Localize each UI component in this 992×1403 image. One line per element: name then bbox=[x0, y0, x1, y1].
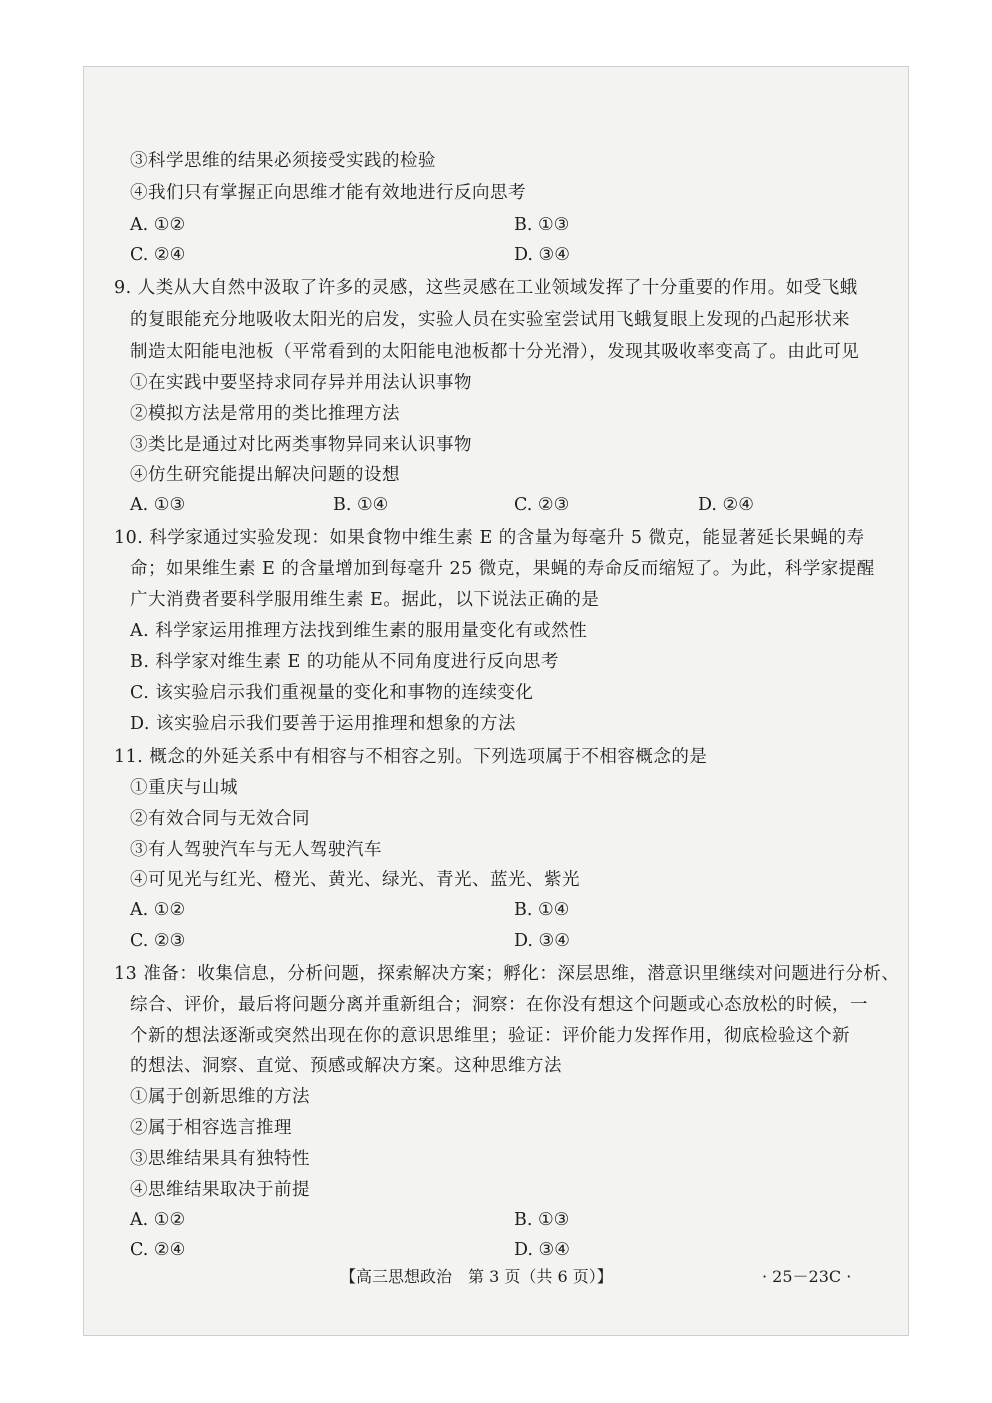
q9-option-d: D. ②④ bbox=[698, 495, 754, 515]
q8-option-a: A. ①② bbox=[130, 215, 186, 235]
q10-option-c: C. 该实验启示我们重视量的变化和事物的连续变化 bbox=[130, 683, 534, 703]
q11-option-c: C. ②③ bbox=[130, 931, 186, 951]
q9-item-1: ①在实践中要坚持求同存异并用法认识事物 bbox=[130, 373, 472, 393]
q9-item-4: ④仿生研究能提出解决问题的设想 bbox=[130, 465, 400, 485]
q8-option-b: B. ①③ bbox=[514, 215, 570, 235]
q11-item-4: ④可见光与红光、橙光、黄光、绿光、青光、蓝光、紫光 bbox=[130, 870, 580, 890]
q11-item-2: ②有效合同与无效合同 bbox=[130, 809, 310, 829]
q10-stem-line-1: 10. 科学家通过实验发现：如果食物中维生素 E 的含量为每毫升 5 微克，能显著延长果蝇的寿 bbox=[114, 528, 865, 548]
q12-stem-line-3: 个新的想法逐渐或突然出现在你的意识思维里；验证：评价能力发挥作用，彻底检验这个新 bbox=[130, 1026, 850, 1046]
q9-stem-line-3: 制造太阳能电池板（平常看到的太阳能电池板都十分光滑），发现其吸收率变高了。由此可见 bbox=[130, 342, 860, 362]
q12-item-1: ①属于创新思维的方法 bbox=[130, 1087, 310, 1107]
q12-stem-line-1: 13 准备：收集信息，分析问题，探索解决方案；孵化：深层思维，潜意识里继续对问题进行分析、 bbox=[114, 964, 900, 984]
q10-option-a: A. 科学家运用推理方法找到维生素的服用量变化有或然性 bbox=[130, 621, 588, 641]
q8-item-4: ④我们只有掌握正向思维才能有效地进行反向思考 bbox=[130, 183, 526, 203]
q12-stem-line-2: 综合、评价，最后将问题分离并重新组合；洞察：在你没有想这个问题或心态放松的时候，一 bbox=[130, 995, 868, 1015]
page-footer-code: · 25－23C · bbox=[762, 1267, 852, 1286]
q10-option-b: B. 科学家对维生素 E 的功能从不同角度进行反向思考 bbox=[130, 652, 559, 672]
q12-option-d: D. ③④ bbox=[514, 1240, 570, 1260]
q11-option-b: B. ①④ bbox=[514, 900, 570, 920]
q11-item-1: ①重庆与山城 bbox=[130, 778, 238, 798]
q9-option-b: B. ①④ bbox=[333, 495, 389, 515]
q10-stem-line-3: 广大消费者要科学服用维生素 E。据此，以下说法正确的是 bbox=[130, 590, 600, 610]
q11-stem-line-1: 11. 概念的外延关系中有相容与不相容之别。下列选项属于不相容概念的是 bbox=[114, 747, 708, 767]
q12-item-3: ③思维结果具有独特性 bbox=[130, 1149, 310, 1169]
q12-item-2: ②属于相容选言推理 bbox=[130, 1118, 292, 1138]
q12-stem-line-4: 的想法、洞察、直觉、预感或解决方案。这种思维方法 bbox=[130, 1056, 562, 1076]
q9-item-2: ②模拟方法是常用的类比推理方法 bbox=[130, 404, 400, 424]
q8-option-c: C. ②④ bbox=[130, 245, 186, 265]
q8-item-3: ③科学思维的结果必须接受实践的检验 bbox=[130, 151, 436, 171]
q10-option-d: D. 该实验启示我们要善于运用推理和想象的方法 bbox=[130, 714, 517, 734]
q12-item-4: ④思维结果取决于前提 bbox=[130, 1180, 310, 1200]
q8-option-d: D. ③④ bbox=[514, 245, 570, 265]
q9-stem-line-1: 9. 人类从大自然中汲取了许多的灵感，这些灵感在工业领域发挥了十分重要的作用。如受飞蛾 bbox=[114, 278, 858, 298]
q11-item-3: ③有人驾驶汽车与无人驾驶汽车 bbox=[130, 840, 382, 860]
q9-option-a: A. ①③ bbox=[130, 495, 186, 515]
q9-item-3: ③类比是通过对比两类事物异同来认识事物 bbox=[130, 435, 472, 455]
q12-option-c: C. ②④ bbox=[130, 1240, 186, 1260]
q12-option-a: A. ①② bbox=[130, 1210, 186, 1230]
q12-option-b: B. ①③ bbox=[514, 1210, 570, 1230]
page-footer-title: 【高三思想政治 第 3 页（共 6 页）】 bbox=[340, 1267, 613, 1286]
q11-option-a: A. ①② bbox=[130, 900, 186, 920]
q11-option-d: D. ③④ bbox=[514, 931, 570, 951]
q9-option-c: C. ②③ bbox=[514, 495, 570, 515]
q9-stem-line-2: 的复眼能充分地吸收太阳光的启发，实验人员在实验室尝试用飞蛾复眼上发现的凸起形状来 bbox=[130, 310, 850, 330]
q10-stem-line-2: 命；如果维生素 E 的含量增加到每毫升 25 微克，果蝇的寿命反而缩短了。为此，科学家提醒 bbox=[130, 559, 875, 579]
